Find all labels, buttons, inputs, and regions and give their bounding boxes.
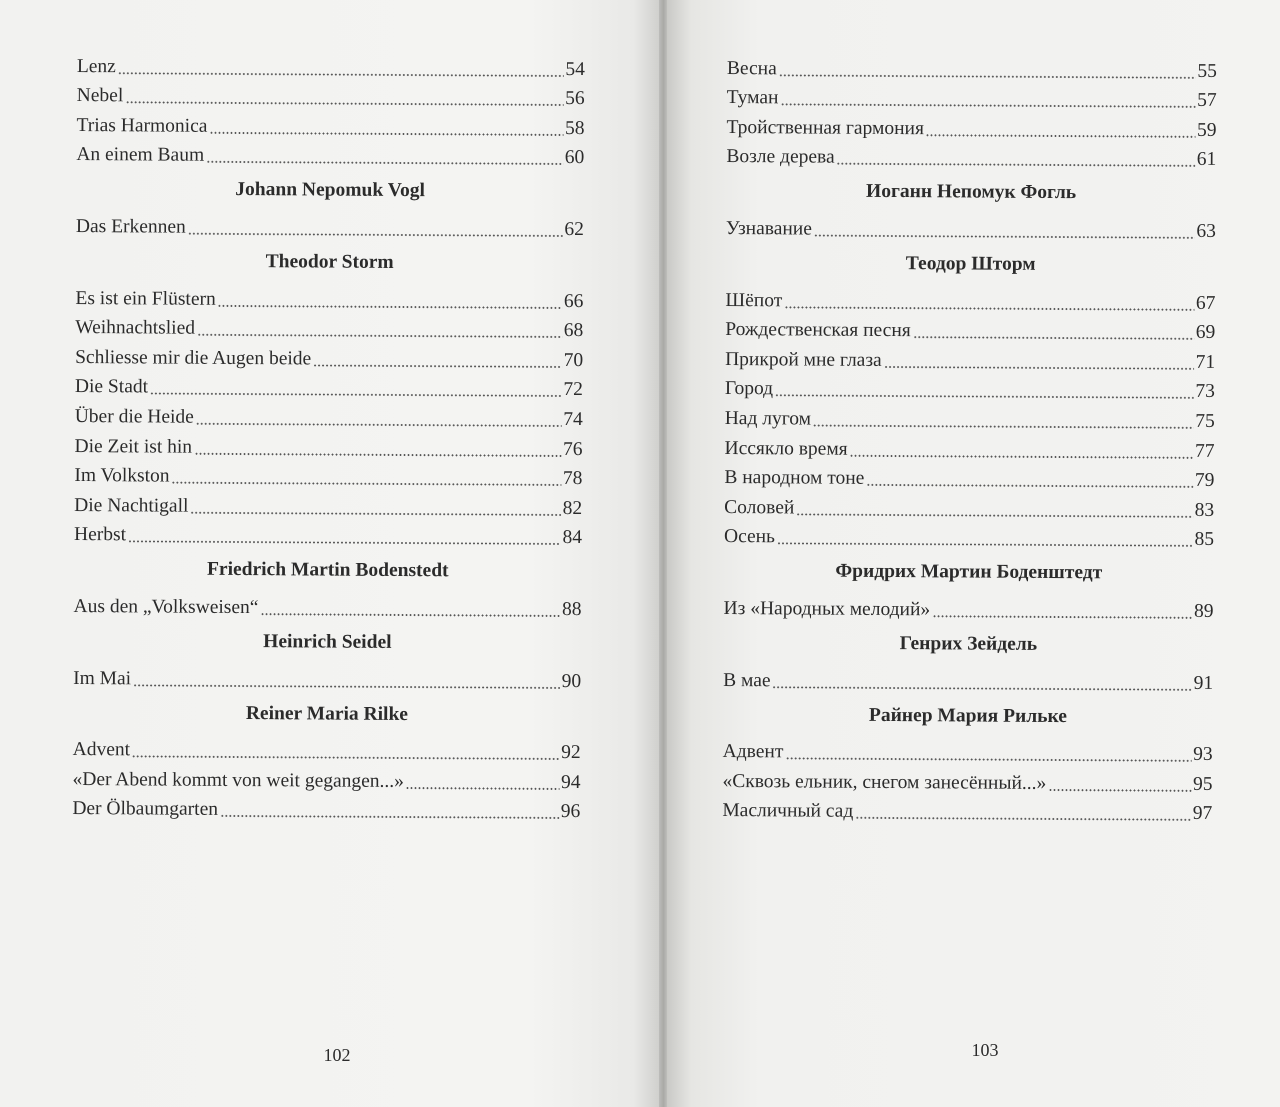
entry-page-number: 89	[1194, 600, 1214, 622]
entry-title: Шёпот	[725, 289, 783, 311]
entry-page-number: 78	[562, 468, 583, 490]
dot-leader	[125, 101, 563, 106]
entry-page-number: 84	[562, 527, 583, 549]
toc-entry	[73, 731, 581, 764]
author-heading: Reiner Maria Rilke	[245, 702, 409, 725]
entry-title: Узнавание	[725, 217, 813, 240]
entry-title: An einem Baum	[76, 144, 205, 167]
dot-leader	[866, 484, 1193, 488]
entry-page-number: 97	[1192, 803, 1213, 825]
toc-entry	[75, 398, 583, 431]
toc-entry	[72, 761, 580, 794]
entry-title: Адвент	[722, 741, 784, 763]
entry-page-number: 91	[1193, 672, 1214, 694]
author-heading: Theodor Storm	[265, 251, 394, 273]
entry-page-number: 60	[564, 147, 585, 169]
entry-title: Туман	[726, 87, 779, 109]
toc-entry	[726, 139, 1216, 172]
entry-title: Тройственная гармония	[726, 116, 925, 139]
dot-leader	[773, 686, 1192, 691]
entry-title: В народном тоне	[724, 467, 865, 489]
dot-leader	[796, 513, 1192, 517]
dot-leader	[128, 541, 561, 546]
entry-page-number: 58	[564, 117, 585, 139]
entry-page-number: 77	[1194, 440, 1215, 462]
entry-title: Nebel	[76, 85, 124, 107]
toc-entry	[75, 310, 583, 343]
dot-leader	[209, 132, 563, 136]
entry-title: Herbst	[73, 524, 127, 546]
entry-page-number: 76	[562, 438, 583, 460]
toc-entry	[726, 210, 1216, 243]
entry-page-number: 68	[563, 320, 584, 342]
entry-title: Над лугом	[724, 407, 812, 430]
dot-leader	[150, 393, 561, 398]
dot-leader	[133, 684, 560, 689]
entry-title: Im Mai	[73, 667, 132, 689]
toc-entry	[76, 208, 584, 241]
toc-entry	[74, 517, 582, 550]
entry-page-number: 88	[562, 598, 582, 620]
toc-entry	[725, 282, 1215, 315]
toc-entry	[726, 109, 1216, 142]
dot-leader	[220, 815, 559, 819]
toc-entry	[725, 312, 1215, 345]
entry-title: Schliesse mir die Augen beide	[75, 346, 312, 370]
left-page-number: 102	[323, 1045, 351, 1065]
right-table-of-contents	[722, 50, 1217, 825]
entry-page-number: 66	[563, 290, 584, 312]
dot-leader	[172, 482, 561, 486]
toc-entry	[77, 48, 585, 81]
entry-page-number: 62	[564, 218, 584, 241]
entry-title: Рождественская песня	[725, 319, 911, 342]
dot-leader	[132, 755, 559, 760]
dot-leader	[196, 423, 561, 427]
toc-entry	[74, 487, 582, 520]
entry-page-number: 59	[1196, 119, 1217, 141]
toc-entry	[722, 763, 1212, 796]
dot-leader	[313, 364, 561, 368]
entry-page-number: 92	[561, 742, 581, 764]
dot-leader	[913, 336, 1194, 340]
entry-page-number: 55	[1197, 60, 1217, 82]
toc-entry	[73, 660, 581, 693]
author-heading: Генрих Зейдель	[899, 632, 1038, 655]
dot-leader	[197, 334, 562, 338]
author-heading: Иоганн Непомук Фогль	[866, 181, 1077, 204]
toc-entry	[727, 50, 1217, 83]
dot-leader	[779, 74, 1196, 79]
author-heading: Фридрих Мартин Боденштедт	[835, 560, 1103, 584]
entry-title: Возле дерева	[726, 146, 835, 169]
toc-entry	[74, 428, 582, 461]
entry-title: Масличный сад	[722, 800, 854, 823]
toc-entry	[722, 793, 1212, 826]
entry-page-number: 85	[1194, 529, 1215, 551]
entry-title: Осень	[723, 526, 776, 548]
toc-entry	[75, 339, 583, 372]
entry-title: Die Zeit ist hin	[74, 435, 193, 458]
entry-title: «Der Abend kommt von weit gegangen...»	[72, 768, 405, 792]
dot-leader	[194, 452, 561, 456]
entry-page-number: 57	[1197, 90, 1217, 112]
dot-leader	[206, 161, 563, 165]
entry-title: Der Ölbaumgarten	[72, 798, 219, 821]
author-heading: Johann Nepomuk Vogl	[235, 179, 426, 202]
toc-entry	[727, 80, 1217, 113]
entry-page-number: 54	[565, 58, 585, 80]
toc-entry	[724, 430, 1214, 463]
entry-title: Соловей	[724, 496, 795, 519]
toc-entry	[75, 280, 583, 313]
entry-page-number: 63	[1196, 220, 1216, 242]
entry-title: В мае	[723, 669, 771, 691]
entry-title: Advent	[72, 739, 131, 761]
entry-page-number: 95	[1192, 773, 1213, 795]
dot-leader	[260, 613, 560, 617]
entry-title: Из «Народных мелодий»	[723, 597, 931, 621]
entry-page-number: 75	[1195, 410, 1215, 432]
toc-entry	[723, 733, 1213, 766]
entry-title: Die Stadt	[74, 376, 149, 398]
entry-page-number: 96	[560, 801, 581, 823]
toc-entry	[724, 460, 1214, 493]
dot-leader	[932, 615, 1192, 619]
toc-entry	[725, 341, 1215, 374]
entry-title: Trias Harmonica	[76, 114, 208, 137]
dot-leader	[855, 817, 1191, 821]
entry-page-number: 67	[1195, 292, 1216, 314]
entry-title: Прикрой мне глаза	[725, 348, 882, 371]
dot-leader	[218, 304, 562, 308]
toc-entry	[72, 791, 580, 824]
entry-page-number: 90	[561, 670, 582, 692]
entry-title: Город	[724, 378, 774, 400]
entry-page-number: 93	[1193, 743, 1213, 766]
entry-title: Über die Heide	[74, 405, 194, 428]
toc-entry	[74, 588, 582, 621]
entry-page-number: 79	[1194, 469, 1215, 492]
entry-page-number: 72	[563, 379, 583, 401]
entry-page-number: 61	[1196, 149, 1217, 171]
entry-title: «Сквозь ельник, снегом занесённый...»	[722, 770, 1047, 794]
entry-page-number: 56	[565, 88, 585, 110]
entry-page-number: 82	[562, 497, 583, 519]
toc-entry	[724, 590, 1214, 623]
author-heading: Теодор Шторм	[905, 253, 1036, 275]
entry-title: Weihnachtslied	[75, 317, 196, 339]
entry-page-number: 74	[563, 408, 583, 431]
entry-title: Die Nachtigall	[74, 494, 189, 517]
dot-leader	[406, 787, 559, 790]
dot-leader	[850, 454, 1193, 458]
dot-leader	[884, 366, 1194, 370]
entry-title: Im Volkston	[74, 465, 170, 487]
dot-leader	[926, 134, 1195, 138]
author-heading: Райнер Мария Рильке	[868, 704, 1067, 727]
entry-title: Lenz	[76, 55, 116, 77]
dot-leader	[775, 395, 1193, 400]
left-table-of-contents	[72, 48, 585, 823]
entry-title: Иссякло время	[724, 437, 848, 460]
dot-leader	[780, 104, 1195, 109]
entry-title: Es ist ein Flüstern	[75, 287, 216, 310]
dot-leader	[813, 424, 1193, 428]
entry-title: Весна	[726, 57, 777, 79]
dot-leader	[785, 757, 1191, 761]
toc-entry	[723, 662, 1213, 695]
entry-page-number: 69	[1195, 322, 1216, 344]
dot-leader	[188, 233, 563, 237]
entry-title: Das Erkennen	[75, 215, 186, 238]
dot-leader	[777, 543, 1193, 548]
dot-leader	[784, 306, 1194, 311]
toc-entry	[76, 107, 584, 140]
entry-page-number: 73	[1195, 381, 1215, 403]
right-page	[667, 0, 1280, 1107]
toc-entry	[76, 137, 584, 170]
dot-leader	[118, 72, 564, 77]
dot-leader	[1048, 789, 1191, 792]
dot-leader	[814, 235, 1194, 239]
entry-page-number: 70	[563, 349, 584, 371]
toc-entry	[724, 519, 1214, 552]
toc-entry	[725, 371, 1215, 404]
dot-leader	[190, 511, 560, 515]
toc-entry	[75, 369, 583, 402]
entry-page-number: 83	[1194, 499, 1215, 521]
toc-entry	[725, 400, 1215, 433]
author-heading: Heinrich Seidel	[263, 631, 392, 653]
toc-entry	[77, 78, 585, 111]
author-heading: Friedrich Martin Bodenstedt	[206, 559, 449, 582]
entry-page-number: 94	[560, 771, 581, 793]
toc-entry	[74, 458, 582, 491]
toc-entry	[724, 489, 1214, 522]
entry-page-number: 71	[1195, 351, 1216, 373]
right-page-number: 103	[971, 1040, 999, 1060]
dot-leader	[837, 163, 1195, 167]
entry-title: Aus den „Volksweisen“	[73, 595, 259, 619]
